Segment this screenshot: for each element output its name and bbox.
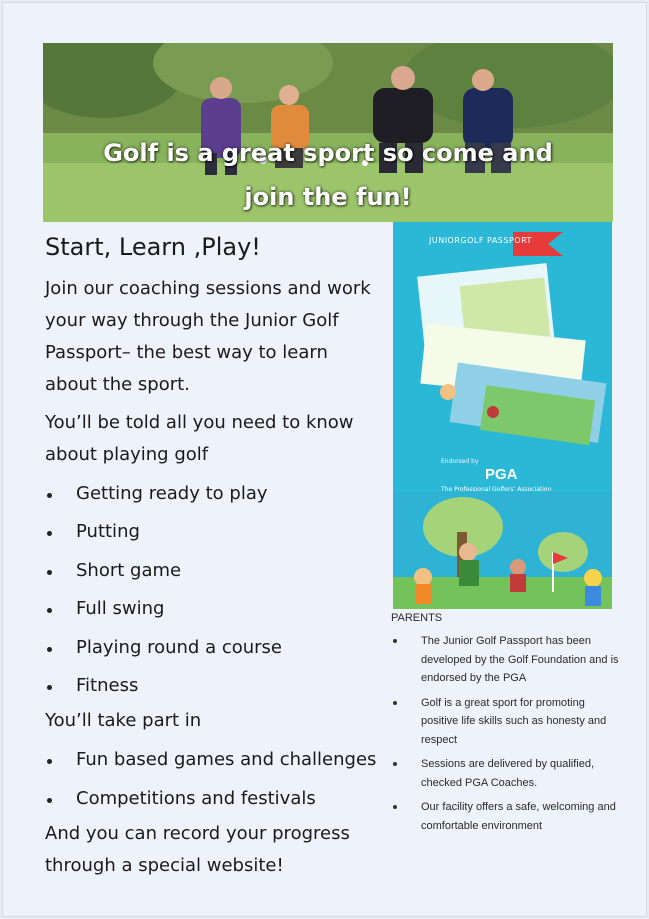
passport-illustration [393,222,612,609]
topics-list [45,475,385,705]
activities-list [45,741,385,818]
list-item: Fun based games and challenges [45,741,385,779]
list-item: Playing round a course [45,629,385,667]
list-item: Putting [45,513,385,551]
passport-title: JUNIORGOLF PASSPORT [429,236,532,245]
told-paragraph: You’ll be told all you need to know about playing golf [45,412,354,465]
list-item: Short game [45,552,385,590]
list-item: The Junior Golf Passport has been developed by the Golf Foundation and is endorsed by the PGA [391,632,621,688]
record-paragraph: And you can record your progress through a special website! [45,823,350,877]
list-item: Golf is a great sport for promoting positive life skills such as honesty and respect [391,694,621,750]
parents-section [391,612,621,841]
page-title: Start, Learn ,Play! [45,233,261,261]
list-item: Competitions and festivals [45,780,385,818]
passport-graphic [393,222,612,609]
pga-logo: PGA [485,466,518,483]
list-item: Our facility offers a safe, welcoming and comfortable environment [391,798,621,835]
list-item: Getting ready to play [45,475,385,513]
parents-list [391,632,621,835]
parents-heading: PARENTS [391,612,443,624]
passport-endorsed: Endorsed by [441,458,479,465]
flyer-page [2,2,647,917]
main-content [45,227,385,882]
list-item: Fitness [45,667,385,705]
banner-caption: Golf is a great sport so come and join the fun! [103,139,553,211]
list-item: Full swing [45,590,385,628]
banner-photo [43,43,613,222]
intro-paragraph: Join our coaching sessions and work your way through the Junior Golf Passport– the best way to learn about the sport. [45,278,371,395]
take-part-label: You’ll take part in [45,710,202,732]
list-item: Sessions are delivered by qualified, checked PGA Coaches. [391,755,621,792]
pga-association: The Professional Golfers’ Association [441,486,552,493]
